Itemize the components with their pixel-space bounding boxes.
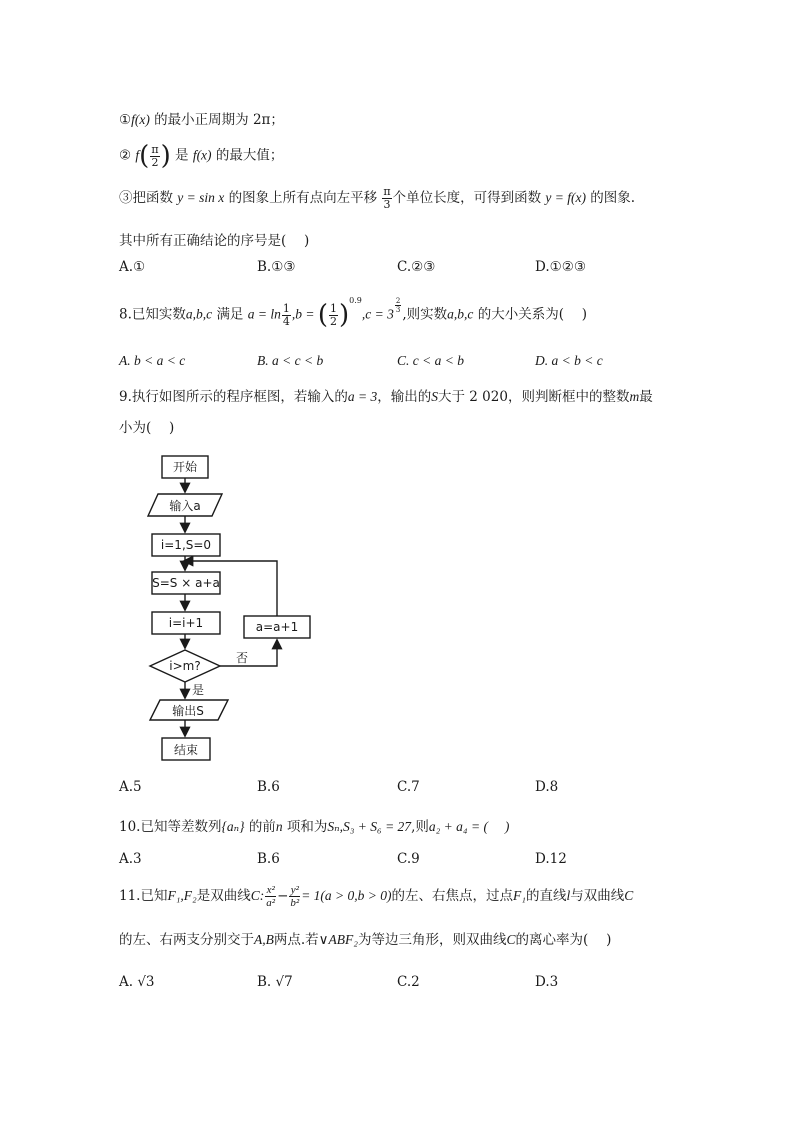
denominator: 4 xyxy=(282,314,290,328)
flow-no-label: 否 xyxy=(236,651,249,665)
q7-prompt: 其中所有正确结论的序号是( ) xyxy=(119,233,310,249)
circle-num: ① xyxy=(119,112,132,128)
q10-stem xyxy=(119,815,509,835)
numerator: y² xyxy=(290,884,299,896)
q11-option-d[interactable]: D.3 xyxy=(535,974,559,990)
math: a = 3 xyxy=(347,389,378,404)
denominator: 2 xyxy=(330,314,338,328)
math: l xyxy=(566,888,571,903)
text: 的大小关系为( ) xyxy=(477,306,588,323)
math: f(x) xyxy=(131,112,150,127)
text: 为等边三角形，则双曲线 xyxy=(358,932,507,948)
flow-cond-label: i>m? xyxy=(169,659,201,673)
q8-stem xyxy=(119,296,588,330)
math: ,c = 3 xyxy=(361,306,394,322)
numerator: π xyxy=(151,142,159,156)
text: 的前 xyxy=(248,819,276,835)
flowchart xyxy=(140,450,340,770)
q10-option-d[interactable]: D.12 xyxy=(535,851,567,867)
denominator: 3 xyxy=(383,198,391,211)
flow-end-label: 结束 xyxy=(173,743,199,757)
math: a,b,c xyxy=(447,306,474,322)
flow-start-label: 开始 xyxy=(172,460,198,474)
math: C xyxy=(624,888,634,903)
text: 的离心率为( ) xyxy=(515,932,612,948)
text: 的最小正周期为 xyxy=(154,112,249,128)
fraction xyxy=(265,884,276,909)
q10-option-c[interactable]: C.9 xyxy=(397,851,420,867)
flow-update-label: a=a+1 xyxy=(255,620,299,634)
text: 9.执行如图所示的程序框图，若输入的 xyxy=(119,389,348,405)
text: 的直线 xyxy=(525,888,567,904)
q9-stem-line1 xyxy=(119,385,653,405)
q11-option-a[interactable]: A. √3 xyxy=(119,974,155,990)
q11-option-c[interactable]: C.2 xyxy=(397,974,420,990)
text: 的图象上所有点向左平移 xyxy=(228,190,378,206)
flow-yes-label: 是 xyxy=(192,683,205,697)
flow-inc-label: i=i+1 xyxy=(168,616,204,630)
q9-stem-line2: 小为( ) xyxy=(119,420,175,436)
fraction xyxy=(382,186,391,211)
text: 10.已知等差数列 xyxy=(119,819,222,835)
q9-option-a[interactable]: A.5 xyxy=(119,779,142,795)
text: 是 xyxy=(175,147,189,164)
fraction xyxy=(329,303,338,328)
q11-option-b[interactable]: B. √7 xyxy=(257,974,293,990)
math: n xyxy=(275,819,283,834)
text: 8.已知实数 xyxy=(119,306,186,323)
denominator: b² xyxy=(290,897,300,909)
statement-1 xyxy=(119,108,284,128)
q7-option-b[interactable]: B.①③ xyxy=(257,259,296,275)
denominator: 3 xyxy=(395,305,401,314)
text: ,则实数 xyxy=(402,306,448,323)
text: 最 xyxy=(639,389,653,405)
fraction xyxy=(150,144,159,169)
denominator: a² xyxy=(266,897,276,909)
paren: ( xyxy=(139,141,150,171)
numerator: π xyxy=(383,185,391,198)
math: C: xyxy=(250,888,265,903)
math: A,B xyxy=(254,932,274,947)
paren: ) xyxy=(339,300,350,330)
text: ，输出的 xyxy=(377,389,432,405)
text: 11.已知 xyxy=(119,888,168,904)
paren: ) xyxy=(160,141,171,171)
math: Sₙ,S₃ + S₆ = 27 xyxy=(327,819,412,834)
q10-option-b[interactable]: B.6 xyxy=(257,851,280,867)
text: 把函数 xyxy=(132,190,173,206)
text: 大于 2 020，则判断框中的整数 xyxy=(438,389,630,405)
numerator: 2 xyxy=(395,296,401,305)
fraction xyxy=(282,303,291,328)
text: 满足 xyxy=(216,306,244,323)
text: 的图象. xyxy=(590,190,636,206)
math: a,b,c xyxy=(185,306,213,322)
text: 与双曲线 xyxy=(570,888,625,904)
math: y = f(x) xyxy=(545,190,586,205)
q8-option-d[interactable]: D. a < b < c xyxy=(535,353,603,368)
flow-output-label: 输出S xyxy=(172,704,204,718)
math: f(x) xyxy=(192,147,212,163)
math: F₁,F₂ xyxy=(167,888,197,903)
math: a₂ + a₄ = ( ) xyxy=(428,819,510,834)
q11-stem-line1: 11.已知F₁,F₂是双曲线C: $\frac{\text{x²}}{\text{a²}}$ − $\frac{\text{y²}}{\text{b²}}$ = 1(a > 0,b > 0)的左、右焦点，过点F₁的直线l与双曲线C xyxy=(119,884,634,909)
denominator: 2 xyxy=(151,155,159,169)
q7-option-a[interactable]: A.① xyxy=(119,259,146,275)
q11-stem-line2 xyxy=(119,928,611,948)
statement-3 xyxy=(119,186,635,211)
text: 两点.若 xyxy=(273,932,319,948)
flow-input-label: 输入a xyxy=(169,499,201,513)
math: f xyxy=(135,147,140,163)
numerator: 1 xyxy=(282,301,290,315)
circle-num: ② xyxy=(119,147,132,164)
text: 是双曲线 xyxy=(196,888,251,904)
q9-option-b[interactable]: B.6 xyxy=(257,779,280,795)
math: 2π xyxy=(252,112,271,128)
flow-calc-label: S=S × a+a xyxy=(152,576,220,590)
exponent-fraction xyxy=(395,297,401,314)
statement-2 xyxy=(119,141,283,171)
text: 项和为 xyxy=(286,819,328,835)
math: = 1(a > 0,b > 0) xyxy=(301,888,392,903)
fraction xyxy=(289,884,300,909)
math: F₁ xyxy=(513,888,526,903)
q8-option-b[interactable]: B. a < c < b xyxy=(257,353,324,368)
math: ,b = xyxy=(291,306,318,322)
q8-option-a[interactable]: A. b < a < c xyxy=(119,353,186,368)
text: ； xyxy=(270,112,284,128)
text: ,则 xyxy=(411,819,429,835)
numerator: x² xyxy=(266,884,275,896)
q9-option-c[interactable]: C.7 xyxy=(397,779,420,795)
q9-option-d[interactable]: D.8 xyxy=(535,779,559,795)
math: m xyxy=(629,389,640,404)
paren: ( xyxy=(317,300,329,330)
math: {aₙ} xyxy=(221,819,245,834)
text: 的最大值； xyxy=(215,147,284,164)
q10-option-a[interactable]: A.3 xyxy=(119,851,142,867)
math: a = ln xyxy=(247,306,281,322)
numerator: 1 xyxy=(330,301,338,315)
math: S xyxy=(431,389,439,404)
q7-option-c[interactable]: C.②③ xyxy=(397,259,436,275)
flow-init-label: i=1,S=0 xyxy=(160,538,212,552)
text: 个单位长度，可得到函数 xyxy=(392,190,542,206)
text: 的左、右焦点，过点 xyxy=(391,888,514,904)
q8-option-c[interactable]: C. c < a < b xyxy=(397,353,464,368)
circle-num: ③ xyxy=(119,190,133,206)
q7-option-d[interactable]: D.①②③ xyxy=(535,259,586,275)
math: C xyxy=(506,932,516,947)
text: 的左、右两支分别交于 xyxy=(119,932,254,948)
math: ∨ABF₂ xyxy=(318,932,358,947)
math: y = sin x xyxy=(177,190,225,205)
exponent: 0.9 xyxy=(349,296,362,305)
